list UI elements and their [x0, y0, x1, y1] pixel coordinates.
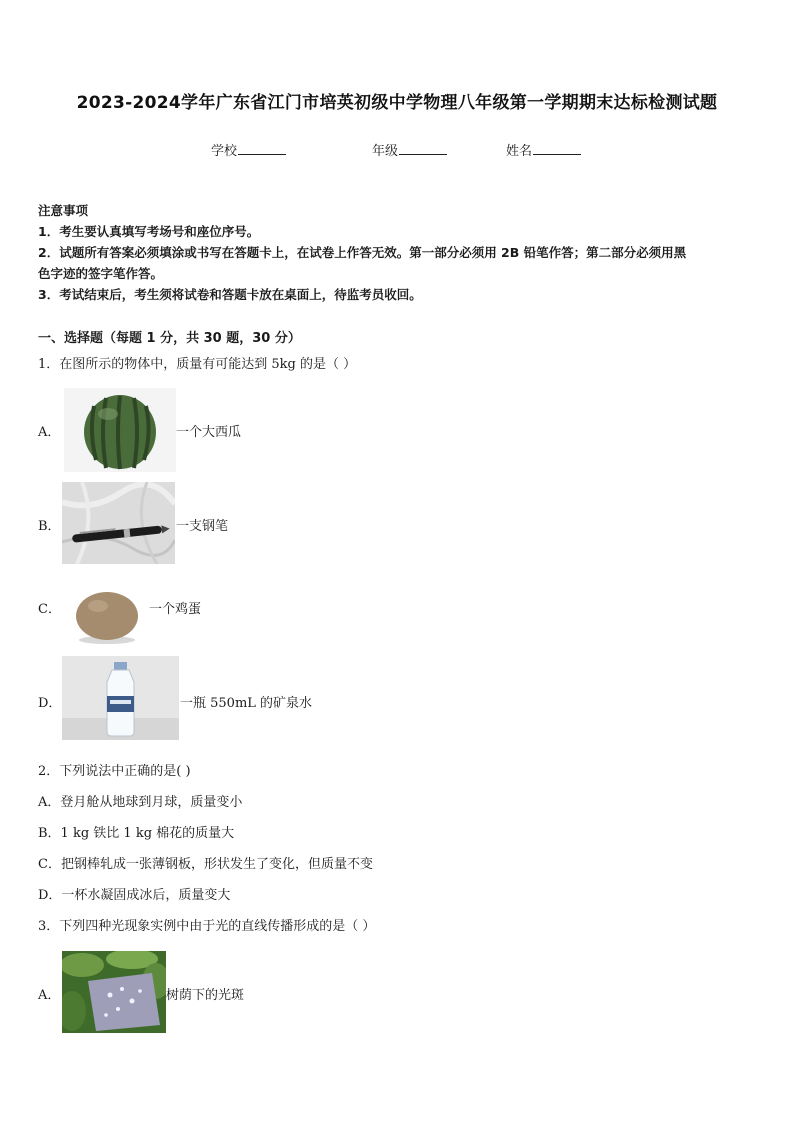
q1-option-a-text: 一个大西瓜 [176, 425, 242, 440]
bottle-image [62, 656, 179, 740]
q2-option-b[interactable]: B．1 kg 铁比 1 kg 棉花的质量大 [38, 826, 235, 841]
q3-option-a-text: 树荫下的光斑 [166, 988, 245, 1003]
notice-heading: 注意事项 [38, 203, 89, 218]
question-3-stem: 3．下列四种光现象实例中由于光的直线传播形成的是（ ） [38, 919, 376, 934]
q2-option-a[interactable]: A．登月舱从地球到月球，质量变小 [38, 795, 243, 810]
notice-item: 1．考生要认真填写考场号和座位序号。 [38, 224, 260, 239]
notice-item: 色字迹的签字笔作答。 [38, 266, 164, 281]
name-label: 姓名 [506, 144, 533, 159]
q1-option-c-letter[interactable]: C． [38, 602, 61, 617]
q1-option-d-letter[interactable]: D． [38, 696, 62, 711]
watermelon-image [64, 388, 176, 472]
q3-option-a-letter[interactable]: A． [38, 988, 61, 1003]
egg-image [72, 588, 142, 646]
question-1-stem: 1．在图所示的物体中，质量有可能达到 5kg 的是（ ） [38, 357, 357, 372]
name-field[interactable] [506, 140, 581, 159]
q1-option-b-text: 一支钢笔 [176, 519, 229, 534]
tree-shade-image [62, 951, 166, 1033]
school-field[interactable] [211, 140, 286, 159]
grade-label: 年级 [372, 144, 399, 159]
page-title: 2023-2024学年广东省江门市培英初级中学物理八年级第一学期期末达标检测试题 [76, 93, 718, 113]
question-2-stem: 2．下列说法中正确的是( ) [38, 764, 191, 779]
q1-option-d-text: 一瓶 550mL 的矿泉水 [180, 696, 313, 711]
section-heading: 一、选择题（每题 1 分，共 30 题，30 分） [38, 331, 301, 346]
q2-option-d[interactable]: D．一杯水凝固成冰后，质量变大 [38, 888, 231, 903]
grade-field[interactable] [372, 140, 447, 159]
school-blank[interactable] [238, 142, 286, 155]
school-label: 学校 [211, 144, 238, 159]
notice-item: 2．试题所有答案必须填涂或书写在答题卡上，在试卷上作答无效。第一部分必须用 2B 铅笔作答；第二部分必须用黑 [38, 245, 687, 260]
q1-option-a-letter[interactable]: A． [38, 425, 61, 440]
q1-option-c-text: 一个鸡蛋 [149, 602, 202, 617]
notice-section [38, 200, 760, 305]
grade-blank[interactable] [399, 142, 447, 155]
q1-option-b-letter[interactable]: B． [38, 519, 61, 534]
notice-item: 3．考试结束后，考生须将试卷和答题卡放在桌面上，待监考员收回。 [38, 287, 422, 302]
q2-option-c[interactable]: C．把钢棒轧成一张薄钢板，形状发生了变化，但质量不变 [38, 857, 373, 872]
pen-image [62, 482, 175, 564]
name-blank[interactable] [533, 142, 581, 155]
